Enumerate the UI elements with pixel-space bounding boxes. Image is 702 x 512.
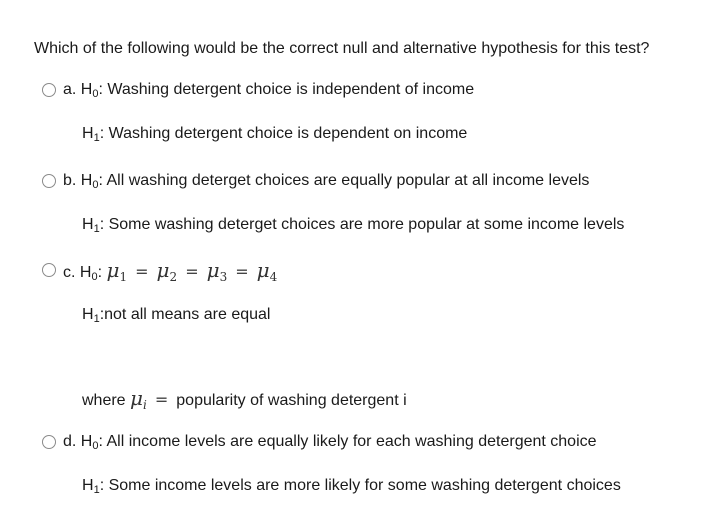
equals-3: = [235, 262, 249, 281]
where-definition: popularity of washing detergent i [176, 392, 407, 409]
option-a-h0 [63, 81, 474, 100]
equals-2: = [185, 262, 199, 281]
option-b-h1-text: : Some washing deterget choices are more popular at some income levels [99, 216, 625, 233]
option-c-radio[interactable] [42, 263, 56, 277]
equals-1: = [135, 262, 149, 281]
option-c-where [82, 386, 407, 412]
option-a-radio[interactable] [42, 83, 56, 97]
option-c-h1-text: :not all means are equal [99, 306, 271, 323]
option-d-h0 [63, 433, 597, 452]
mu-i: $\mu_i$ [130, 386, 147, 412]
option-d-h1-text: : Some income levels are more likely for some washing detergent choices [99, 477, 621, 494]
option-d-radio[interactable] [42, 435, 56, 449]
option-a-h0-label: $H_0$ [80, 81, 99, 100]
mu-1: $\mu_1$ [106, 258, 128, 284]
option-a-h1 [82, 125, 467, 144]
mu-3: $\mu_3$ [206, 258, 228, 284]
where-label: where [82, 392, 126, 409]
option-b-h1 [82, 216, 624, 235]
option-b-radio[interactable] [42, 174, 56, 188]
option-b-h0 [63, 172, 589, 191]
option-a-h1-label: $H_1$ [82, 125, 100, 144]
option-a-h0-text: : Washing detergent choice is independent of income [98, 81, 475, 98]
option-b-h0-label: $H_0$ [80, 172, 99, 191]
option-d-letter: d. [63, 433, 77, 450]
option-b-h1-label: $H_1$ [82, 216, 100, 235]
option-c-h1-label: $H_1$ [82, 306, 100, 325]
option-d-h0-text: : All income levels are equally likely for each washing detergent choice [98, 433, 597, 450]
question-text: Which of the following would be the correct null and alternative hypothesis for this test? [34, 40, 650, 57]
mu-2: $\mu_2$ [156, 258, 178, 284]
option-d-h1 [82, 477, 621, 496]
option-c-letter: c. [63, 264, 76, 281]
option-c-h0: c. $H_0$: $\mu_1 = \mu_2 = \mu_3 = \mu_4$ [63, 258, 278, 284]
option-b-h0-text: : All washing deterget choices are equally popular at all income levels [98, 172, 590, 189]
option-d-h1-label: $H_1$ [82, 477, 100, 496]
option-b-letter: b. [63, 172, 77, 189]
option-c-h0-label: $H_0$ [79, 264, 98, 283]
option-d-h0-label: $H_0$ [80, 433, 99, 452]
option-c-h1 [82, 306, 270, 325]
mu-4: $\mu_4$ [256, 258, 278, 284]
equals-where: = [154, 390, 169, 409]
option-a-letter: a. [63, 81, 77, 98]
option-a-h1-text: : Washing detergent choice is dependent on income [99, 125, 468, 142]
